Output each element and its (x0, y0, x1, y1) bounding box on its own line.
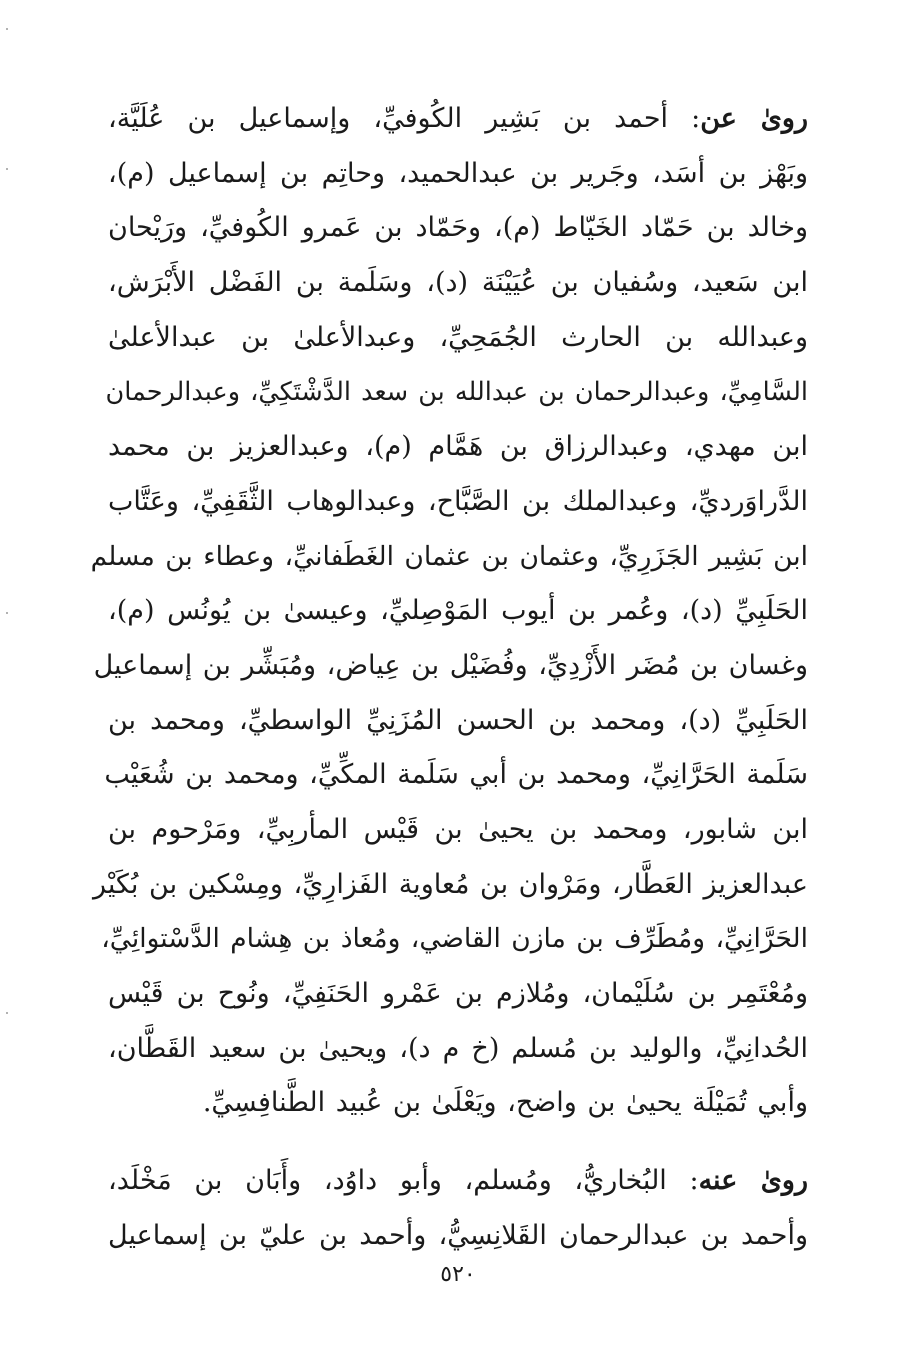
paragraph-line: الحَرَّانِيِّ، ومُطَرِّف بن مازن القاضي، ومُعاذ بن هِشام الدَّسْتوائِيِّ، (101, 923, 808, 955)
page-number: ٥٢٠ (440, 1262, 476, 1287)
section-heading: روىٰ عنه (698, 1165, 809, 1196)
paragraph-line (108, 92, 808, 147)
margin-speck (6, 612, 8, 614)
paragraph-line: سَلَمة الحَرَّانِيِّ، ومحمد بن أبي سَلَمة المكِّيِّ، ومحمد بن شُعَيْب (104, 759, 808, 791)
paragraph-line: الدَّراوَرديِّ، وعبدالملك بن الصَّبَّاح، وعبدالوهاب الثَّقَفِيِّ، وعَتَّاب (108, 485, 808, 517)
paragraph-line: وعبدالله بن الحارث الجُمَحِيِّ، وعبدالأعلىٰ بن عبدالأعلىٰ (108, 321, 808, 353)
margin-speck (6, 1012, 8, 1014)
line-text: : البُخاريُّ، ومُسلم، وأبو داوُد، وأَبَان بن مَخْلَد، (108, 1165, 699, 1196)
narrated-from-paragraph (90, 92, 809, 1131)
paragraph-line: السَّامِيِّ، وعبدالرحمان بن عبدالله بن سعد الدَّشْتَكِيِّ، وعبدالرحمان (105, 377, 808, 408)
line-text: : أحمد بن بَشِير الكُوفيِّ، وإسماعيل بن عُلَيَّة، (108, 103, 701, 134)
paragraph-line: الحَلَبِيِّ (د)، ومحمد بن الحسن المُزَنِيِّ الواسطيِّ، ومحمد بن (108, 704, 808, 736)
paragraph-line (108, 1154, 808, 1209)
paragraph-line: ابن شابور، ومحمد بن يحيىٰ بن قَيْس المأربِيِّ، ومَرْحوم بن (108, 813, 808, 845)
narrated-by-paragraph (108, 1154, 808, 1263)
paragraph-line: الحَلَبِيِّ (د)، وعُمر بن أيوب المَوْصِليِّ، وعيسىٰ بن يُونُس (م)، (108, 595, 808, 627)
paragraph-line: وأبي تُمَيْلَة يحيىٰ بن واضح، ويَعْلَىٰ بن عُبيد الطَّنافِسِيِّ. (202, 1087, 808, 1119)
paragraph-line: وبَهْز بن أسَد، وجَرير بن عبدالحميد، وحاتِم بن إسماعيل (م)، (108, 157, 808, 189)
paragraph-line: وغسان بن مُضَر الأَزْدِيِّ، وفُضَيْل بن عِياض، ومُبَشِّر بن إسماعيل (93, 649, 808, 681)
section-heading: روىٰ عن (700, 103, 809, 134)
paragraph-line: ابن سَعيد، وسُفيان بن عُيَيْنَة (د)، وسَلَمة بن الفَضْل الأَبْرَش، (108, 267, 808, 299)
paragraph-line: ابن مهدي، وعبدالرزاق بن هَمَّام (م)، وعبدالعزيز بن محمد (108, 431, 808, 463)
margin-speck (6, 168, 8, 170)
paragraph-line: ابن بَشِير الجَزَرِيِّ، وعثمان بن عثمان الغَطَفانيِّ، وعطاء بن مسلم (90, 540, 808, 572)
margin-speck (6, 28, 8, 30)
paragraph-line: الحُدانِيِّ، والوليد بن مُسلم (خ م د)، ويحيىٰ بن سعيد القَطَّان، (108, 1032, 808, 1064)
paragraph-line: عبدالعزيز العَطَّار، ومَرْوان بن مُعاوية الفَزارِيِّ، ومِسْكين بن بُكَيْر (92, 868, 808, 900)
paragraph-line: وخالد بن حَمّاد الخَيّاط (م)، وحَمّاد بن عَمرو الكُوفيِّ، ورَيْحان (108, 212, 808, 244)
paragraph-line: وأحمد بن عبدالرحمان القَلانِسِيُّ، وأحمد بن عليّ بن إسماعيل (108, 1219, 808, 1251)
paragraph-line: ومُعْتَمِر بن سُلَيْمان، ومُلازم بن عَمْرو الحَنَفِيِّ، ونُوح بن قَيْس (108, 978, 808, 1009)
